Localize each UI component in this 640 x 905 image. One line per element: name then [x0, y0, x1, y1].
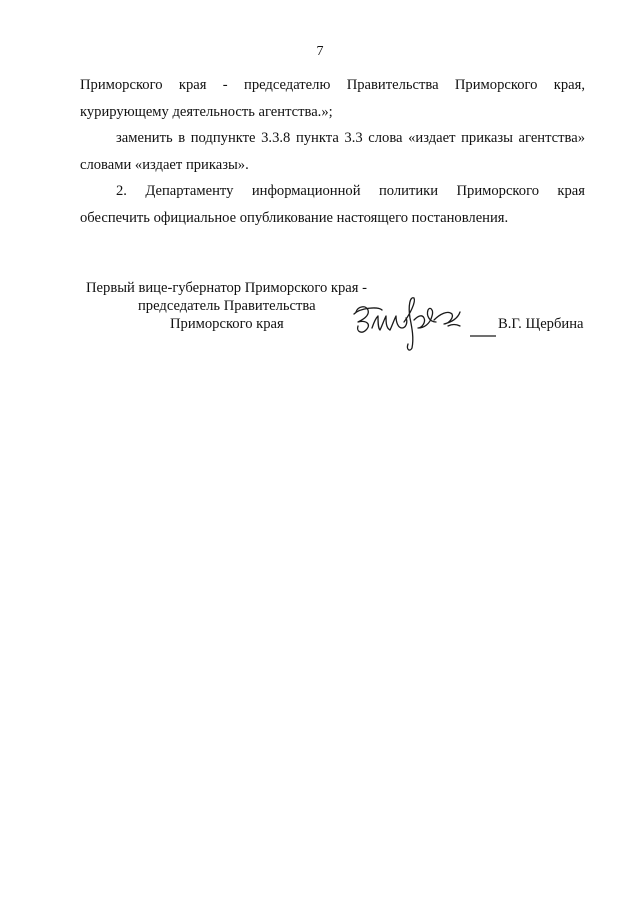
- handwritten-signature: [348, 292, 498, 354]
- signatory-name: В.Г. Щербина: [498, 316, 584, 332]
- text-line: Приморского края - председателю Правительства Приморского края,: [80, 77, 585, 93]
- text-line: обеспечить официальное опубликование настоящего постановления.: [80, 209, 509, 226]
- paragraph-1: [80, 72, 585, 125]
- paragraph-2: [80, 125, 585, 178]
- signatory-title-line: председатель Правительства: [138, 298, 316, 314]
- signatory-title-line: Первый вице-губернатор Приморского края -: [86, 280, 368, 296]
- signatory-title-line: Приморского края: [170, 316, 284, 332]
- text-line: словами «издает приказы».: [80, 156, 249, 173]
- text-line: заменить в подпункте 3.3.8 пункта 3.3 слова «издает приказы агентства»: [116, 130, 585, 146]
- paragraph-3: [80, 178, 585, 231]
- text-line: курирующему деятельность агентства.»;: [80, 103, 333, 120]
- document-body: [80, 72, 585, 231]
- text-line: 2. Департаменту информационной политики Приморского края: [116, 183, 585, 199]
- page-number: 7: [316, 44, 324, 59]
- signature-block: [80, 280, 590, 360]
